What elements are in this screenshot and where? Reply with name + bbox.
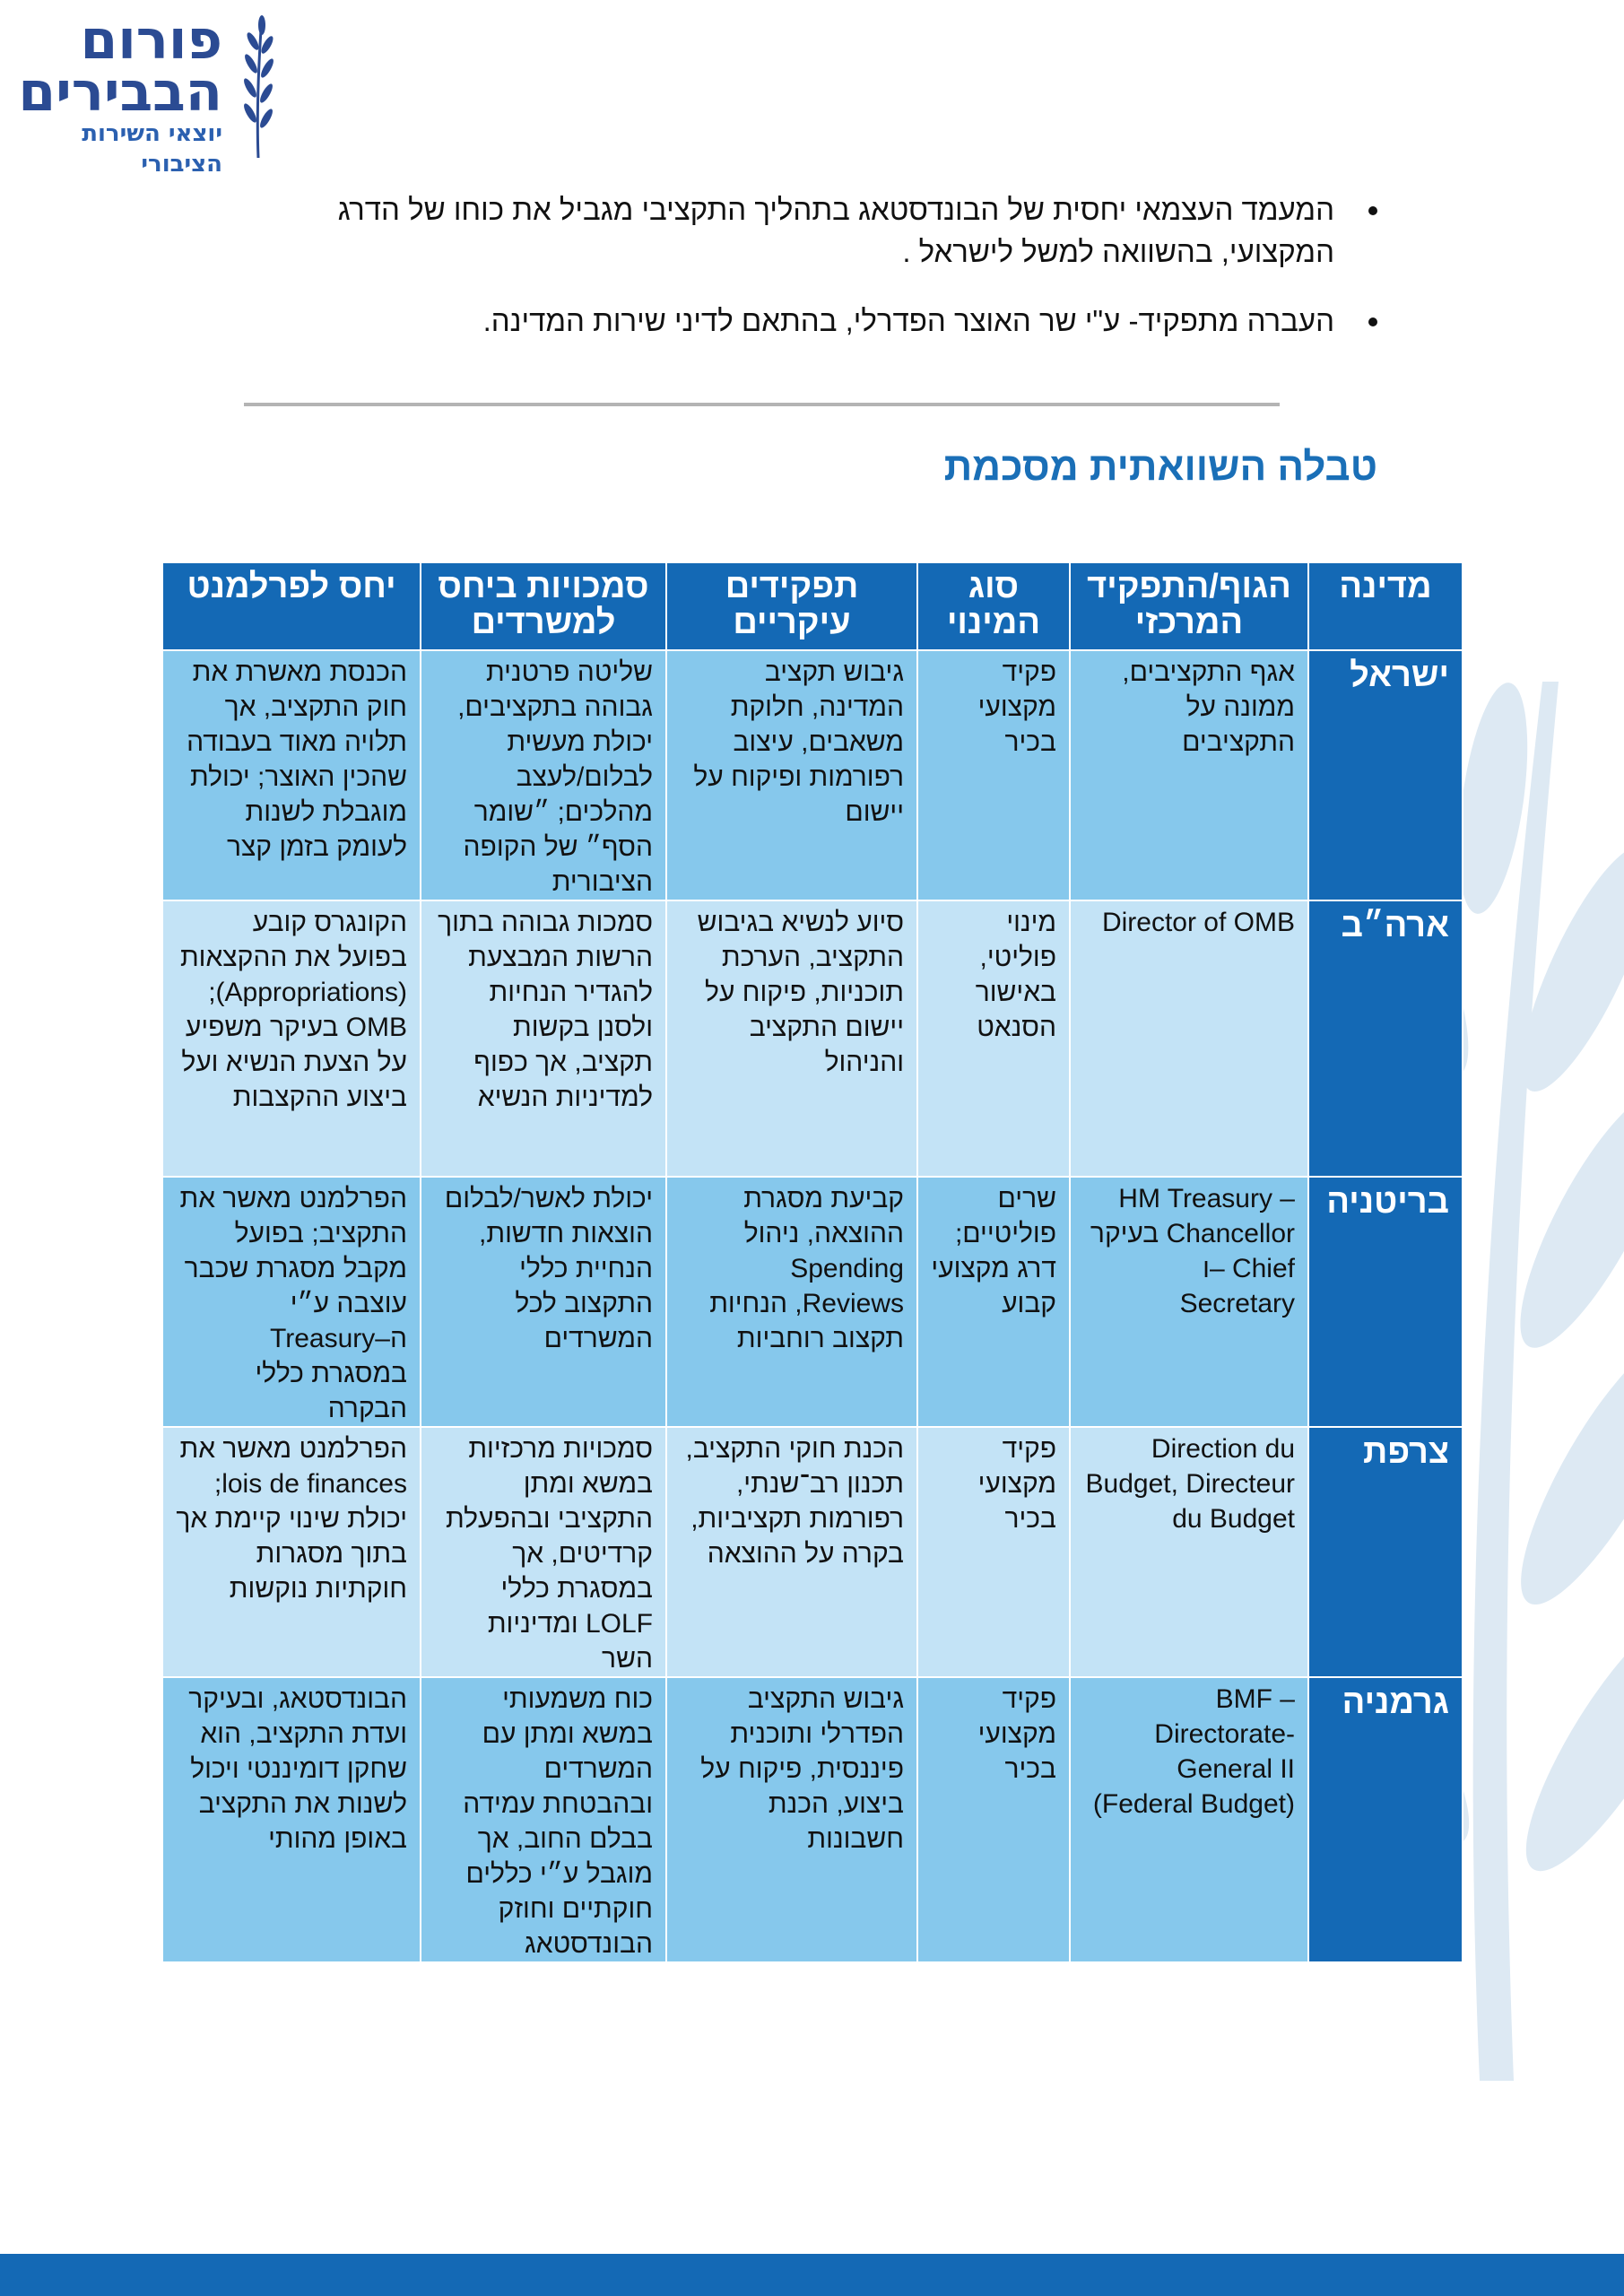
bullet-list bbox=[242, 188, 1377, 369]
body-cell: Director of OMB bbox=[1070, 900, 1308, 1177]
bullet-item: המעמד העצמאי יחסית של הבונדסטאג בתהליך התקציבי מגביל את כוחו של הדרג המקצועי, בהשוואה למשל לישראל . bbox=[242, 188, 1334, 273]
body-cell: אגף התקציבים, ממונה על התקציבים bbox=[1070, 650, 1308, 900]
roles-cell: גיבוש תקציב המדינה, חלוקת משאבים, עיצוב רפורמות ופיקוח על יישום bbox=[666, 650, 917, 900]
footer-bar bbox=[0, 2254, 1624, 2296]
roles-cell: גיבוש התקציב הפדרלי ותוכנית פיננסית, פיקוח על ביצוע, הכנת חשבונות bbox=[666, 1677, 917, 1962]
header-powers: סמכויות ביחס למשרדים bbox=[421, 562, 666, 650]
parliament-cell: הפרלמנט מאשר את התקציב; בפועל מקבל מסגרת שכבר עוצבה ע״י ה–Treasury במסגרת כללי הבקרה bbox=[162, 1177, 421, 1427]
appointment-cell: מינוי פוליטי, באישור הסנאט bbox=[917, 900, 1070, 1177]
powers-cell: יכולת לאשר/לבלום הוצאות חדשות, הנחיית כללי התקצוב לכל המשרדים bbox=[421, 1177, 666, 1427]
parliament-cell: הבונדסטאג, ובעיקר ועדת התקציב, הוא שחקן דומיננטי ויכול לשנות את התקציב באופן מהותי bbox=[162, 1677, 421, 1962]
country-cell: צרפת bbox=[1308, 1427, 1463, 1677]
logo-line-3: יוצאי השירות הציבורי bbox=[82, 120, 222, 178]
logo-line-2: הבבירים bbox=[18, 61, 222, 124]
roles-cell: סיוע לנשיא בגיבוש התקציב, הערכת תוכניות, פיקוח על יישום התקציב והניהול bbox=[666, 900, 917, 1177]
powers-cell: סמכות גבוהה בתוך הרשות המבצעת להגדיר הנחיות ולסנן בקשות תקציב, אך כפוף למדיניות הנשיא bbox=[421, 900, 666, 1177]
bullet-item: העברה מתפקיד- ע"י שר האוצר הפדרלי, בהתאם לדיני שירות המדינה. bbox=[242, 300, 1334, 342]
table-header-row bbox=[162, 562, 1463, 650]
parliament-cell: הקונגרס קובע בפועל את ההקצאות (Appropriations); OMB בעיקר משפיע על הצעת הנשיא ועל ביצוע ההקצבות bbox=[162, 900, 421, 1177]
powers-cell: כוח משמעותי במשא ומתן עם המשרדים ובהבטחת עמידה בבלם החוב, אך מוגבל ע״י כללים חוקתיים וחוזק הבונדסטאג bbox=[421, 1677, 666, 1962]
country-cell: בריטניה bbox=[1308, 1177, 1463, 1427]
roles-cell: הכנת חוקי התקציב, תכנון רב־שנתי, רפורמות תקציביות, בקרה על ההוצאה bbox=[666, 1427, 917, 1677]
country-cell: ישראל bbox=[1308, 650, 1463, 900]
wheat-branch-logo-icon bbox=[240, 14, 276, 158]
forum-logo bbox=[16, 9, 276, 178]
logo-line-1: פורום bbox=[80, 9, 222, 72]
appointment-cell: שרים פוליטיים; דרג מקצועי קבוע bbox=[917, 1177, 1070, 1427]
comparison-table bbox=[161, 561, 1463, 1963]
header-country: מדינה bbox=[1308, 562, 1463, 650]
table-row bbox=[162, 1427, 1463, 1677]
table-row bbox=[162, 1677, 1463, 1962]
appointment-cell: פקיד מקצועי בכיר bbox=[917, 1427, 1070, 1677]
parliament-cell: הכנסת מאשרת את חוק התקציב, אך תלויה מאוד בעבודה שהכין האוצר; יכולת מוגבלת לשנות לעומק בזמן קצר bbox=[162, 650, 421, 900]
appointment-cell: פקיד מקצועי בכיר bbox=[917, 650, 1070, 900]
section-title: טבלה השוואתית מסכמת bbox=[943, 445, 1377, 489]
divider bbox=[244, 403, 1280, 406]
body-cell: BMF – Directorate-General II (Federal Budget) bbox=[1070, 1677, 1308, 1962]
table-row bbox=[162, 1177, 1463, 1427]
parliament-cell: הפרלמנט מאשר את lois de finances; יכולת שינוי קיימת אך בתוך מסגרות חוקתיות נוקשות bbox=[162, 1427, 421, 1677]
table-row bbox=[162, 900, 1463, 1177]
header-roles: תפקידים עיקריים bbox=[666, 562, 917, 650]
roles-cell: קביעת מסגרת ההוצאה, ניהול Spending Reviews, הנחיות תקצוב רוחביות bbox=[666, 1177, 917, 1427]
body-cell: HM Treasury – בעיקר Chancellor ו– Chief Secretary bbox=[1070, 1177, 1308, 1427]
powers-cell: שליטה פרטנית גבוהה בתקציבים, יכולת מעשית לבלום/לעצב מהלכים; ״שומר הסף״ של הקופה הציבורית bbox=[421, 650, 666, 900]
country-cell: גרמניה bbox=[1308, 1677, 1463, 1962]
header-parliament: יחס לפרלמנט bbox=[162, 562, 421, 650]
header-appointment: סוג המינוי bbox=[917, 562, 1070, 650]
header-body: הגוף/התפקיד המרכזי bbox=[1070, 562, 1308, 650]
body-cell: Direction du Budget, Directeur du Budget bbox=[1070, 1427, 1308, 1677]
powers-cell: סמכויות מרכזיות במשא ומתן התקציבי ובהפעלת קרדיטים, אך במסגרת כללי LOLF ומדיניות השר bbox=[421, 1427, 666, 1677]
country-cell: ארה״ב bbox=[1308, 900, 1463, 1177]
table-row bbox=[162, 650, 1463, 900]
appointment-cell: פקיד מקצועי בכיר bbox=[917, 1677, 1070, 1962]
